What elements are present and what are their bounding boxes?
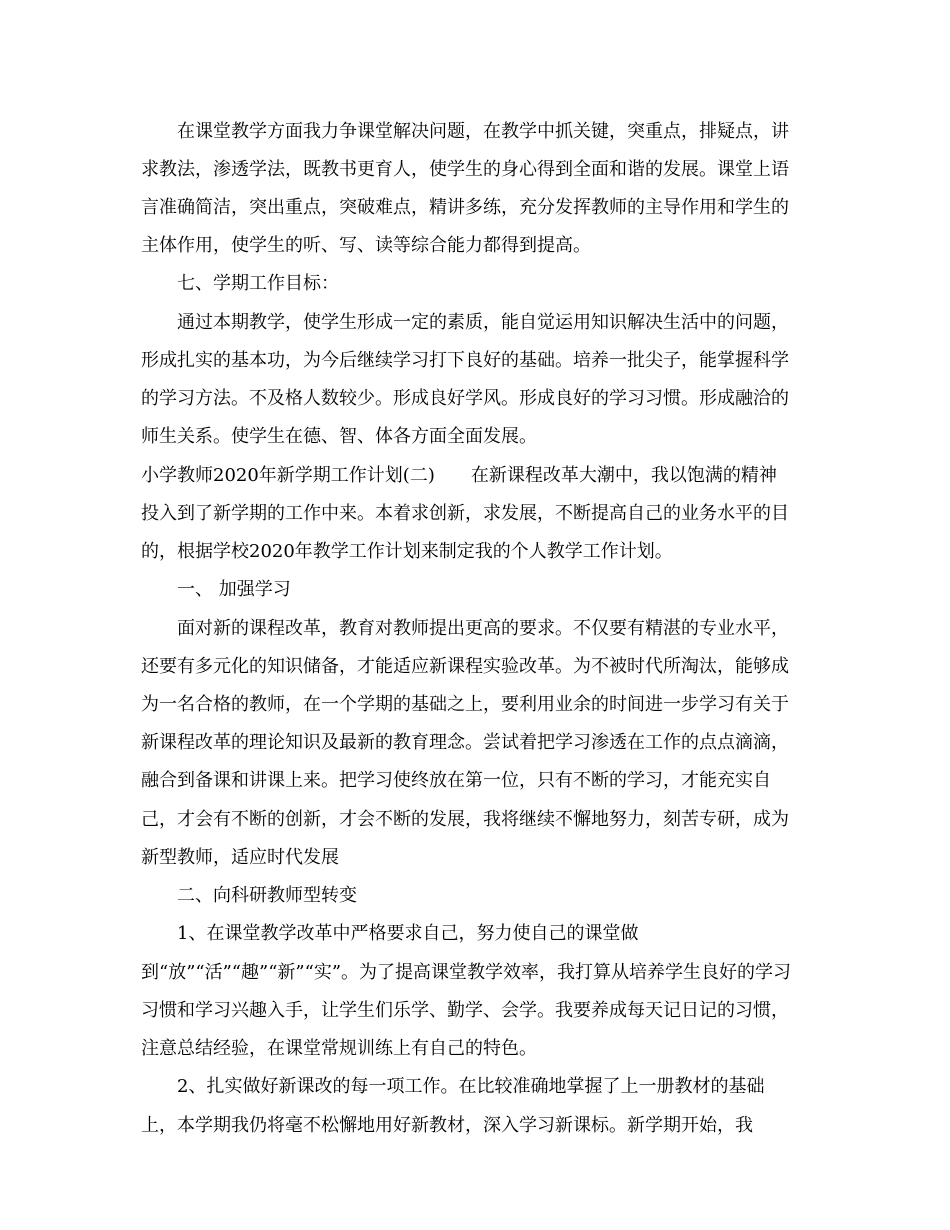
text-line-12: 的，根据学校2020年教学工作计划来制定我的个人教学工作计划。 [141, 541, 673, 562]
text-line-27: 上，本学期我仍将毫不松懈地用好新教材，深入学习新课标。新学期开始，我 [141, 1115, 753, 1136]
text-line-4: 主体作用，使学生的听、写、读等综合能力都得到提高。 [141, 235, 591, 256]
section-heading-1: 一、 加强学习 [177, 579, 291, 600]
text-line-11: 投入到了新学期的工作中来。本着求创新，求发展，不断提高自己的业务水平的目 [141, 503, 789, 524]
text-line-14: 面对新的课程改革，教育对教师提出更高的要求。不仅要有精湛的专业水平， [177, 618, 789, 639]
text-line-24: 习惯和学习兴趣入手，让学生们乐学、勤学、会学。我要养成每天记日记的习惯， [141, 1000, 789, 1021]
text-line-22: 1、在课堂教学改革中严格要求自己，努力使自己的课堂做 [177, 923, 639, 944]
text-line-23: 到“放”“活”“趣”“新”“实”。为了提高课堂教学效率，我打算从培养学生良好的学习 [141, 962, 792, 983]
text-line-25: 注意总结经验，在课堂常规训练上有自己的特色。 [141, 1038, 537, 1059]
text-line-3: 言准确简洁，突出重点，突破难点，精讲多练，充分发挥教师的主导作用和学生的 [141, 197, 789, 218]
section-heading-7: 七、学期工作目标： [177, 273, 339, 294]
text-line-15: 还要有多元化的知识储备，才能适应新课程实验改革。为不被时代所淘汰，能够成 [141, 656, 789, 677]
text-line-16: 为一名合格的教师，在一个学期的基础之上，要利用业余的时间进一步学习有关于 [141, 694, 789, 715]
text-line-8: 的学习方法。不及格人数较少。形成良好学风。形成良好的学习习惯。形成融洽的 [141, 388, 789, 409]
text-line-19: 己，才会有不断的创新，才会不断的发展，我将继续不懈地努力，刻苦专研，成为 [141, 809, 789, 830]
text-line-9: 师生关系。使学生在德、智、体各方面全面发展。 [141, 426, 537, 447]
text-line-26: 2、扎实做好新课改的每一项工作。在比较准确地掌握了上一册教材的基础 [177, 1076, 765, 1097]
text-line-2: 求教法，渗透学法，既教书更育人，使学生的身心得到全面和谐的发展。课堂上语 [141, 159, 789, 180]
section-heading-2: 二、向科研教师型转变 [177, 885, 357, 906]
text-line-1: 在课堂教学方面我力争课堂解决问题，在教学中抓关键，突重点，排疑点，讲 [177, 121, 789, 142]
text-line-6: 通过本期教学，使学生形成一定的素质，能自觉运用知识解决生活中的问题， [177, 312, 789, 333]
text-line-20: 新型教师，适应时代发展 [141, 847, 339, 868]
plan-title-line: 小学教师2020年新学期工作计划(二) 在新课程改革大潮中，我以饱满的精神 [141, 465, 777, 486]
text-line-18: 融合到备课和讲课上来。把学习使终放在第一位，只有不断的学习，才能充实自 [141, 770, 771, 791]
text-line-17: 新课程改革的理论知识及最新的教育理念。尝试着把学习渗透在工作的点点滴滴， [141, 732, 789, 753]
text-line-7: 形成扎实的基本功，为今后继续学习打下良好的基础。培养一批尖子，能掌握科学 [141, 350, 789, 371]
